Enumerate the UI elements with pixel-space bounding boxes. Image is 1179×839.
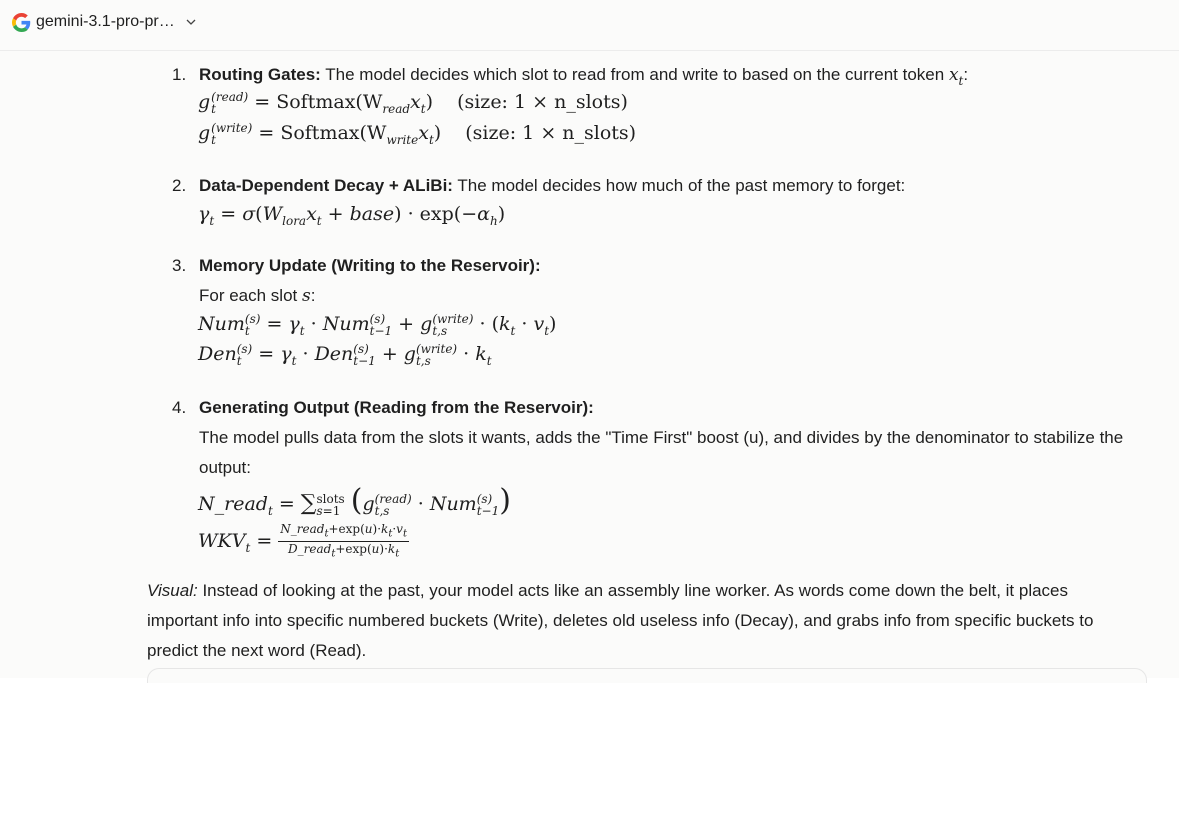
item-text: The model pulls data from the slots it wants, adds the "Time First" boost (u), and divides by the denominator to stabilize the output: [199, 428, 1124, 477]
item-label: Data-Dependent Decay + ALiBi: [199, 176, 453, 195]
response-content: 1. Routing Gates: The model decides which slot to read from and write to based on the current token $x_t$: g (read) t = $Softmax(W_{read}x_t)$ (size: 1 × n_slots) g (write) t = $Softmax(W_{write}x_t)$ (size: 1 × n_slots) 2. Data-Dependent Decay + ALiBi: The model decides how much of the past memory to forget: $\gamma_t = \sigma(W_{lora}x_t$ + base) · $\exp(-\alpha_h)$ 3. Memory Update (Writing to the Reservoir): For each slot s: Num (s) t = $\gamma_t$ · Num (s) t−1 + g (write) t,s · $(k_t \cdot v_t)$ Den (s) t = $\gamma_t$ · Den (s) t−1 + g (write) t,s · $k_t$ 4. Generating Output (Reading from the Reservoir): The model pulls data from the slots it wants, adds the "Time First" boost (u), and divides by the denominator to stabilize the output: N_read$_t$ = ∑ slots s=1 (g (read) t,s · Num (s) t−1 ) $WKV_t$ = $\frac{N\_read_t+\exp(u)\cdot k_t\cdot v_t}{D\_read_t+\exp(u)\cdot k_t}$ Visual: Instead of looking at the past, your model acts like an assembly line worker. As words come down the belt, it places important info into specific numbered buckets (Write), deletes old useless info (Decay), and grabs info from specific buckets to predict the next word (Read). [0, 51, 1179, 678]
equation-wkv: $WKV_t$ = $\frac{N\_read_t+\exp(u)\cdot k_t\cdot v_t}{D\_read_t+\exp(u)\cdot k_t}$ [198, 522, 407, 560]
model-selector[interactable] [12, 10, 197, 34]
visual-paragraph [147, 576, 1127, 666]
equation-decay: $\gamma_t = \sigma(W_{lora}x_t$ + base) · $\exp(-\alpha_h)$ [198, 203, 506, 228]
equation-n-read: N_read$_t$ = ∑ slots s=1 (g (read) t,s · Num (s) t−1 ) [198, 483, 511, 518]
chat-input-box[interactable] [147, 668, 1147, 683]
top-bar [0, 0, 1179, 51]
item-number: 4. [172, 398, 187, 417]
item-number: 3. [172, 256, 187, 275]
equation-denominator-update: Den (s) t = $\gamma_t$ · Den (s) t−1 + g (write) t,s · $k_t$ [198, 342, 492, 368]
equation-write-gate: g (write) t = $Softmax(W_{write}x_t)$ (size: 1 × n_slots) [198, 121, 637, 147]
math-token: $x_t$ [948, 65, 964, 88]
item-label: Routing Gates: [199, 65, 321, 84]
equation-numerator-update: Num (s) t = $\gamma_t$ · Num (s) t−1 + g (write) t,s · $(k_t \cdot v_t)$ [198, 312, 557, 338]
model-name: gemini-3.1-pro-pr… [36, 13, 175, 30]
item-number: 2. [172, 176, 187, 195]
item-label: Generating Output (Reading from the Reservoir): [199, 398, 594, 417]
item-text: For each slot [199, 286, 298, 305]
item-text: The model decides which slot to read from and write to based on the current token [325, 65, 945, 84]
visual-label: Visual: [147, 581, 198, 600]
visual-text: Instead of looking at the past, your model acts like an assembly line worker. As words come down the belt, it places important info into specific numbered buckets (Write), deletes old useless info (Decay), and grabs info from specific buckets to predict the next word (Read). [147, 581, 1094, 660]
equation-read-gate: g (read) t = $Softmax(W_{read}x_t)$ (size: 1 × n_slots) [198, 90, 628, 116]
item-number: 1. [172, 65, 187, 84]
google-g-icon [12, 13, 31, 32]
item-label: Memory Update (Writing to the Reservoir): [199, 256, 541, 275]
chevron-down-icon [185, 16, 197, 28]
item-text: The model decides how much of the past memory to forget: [457, 176, 906, 195]
